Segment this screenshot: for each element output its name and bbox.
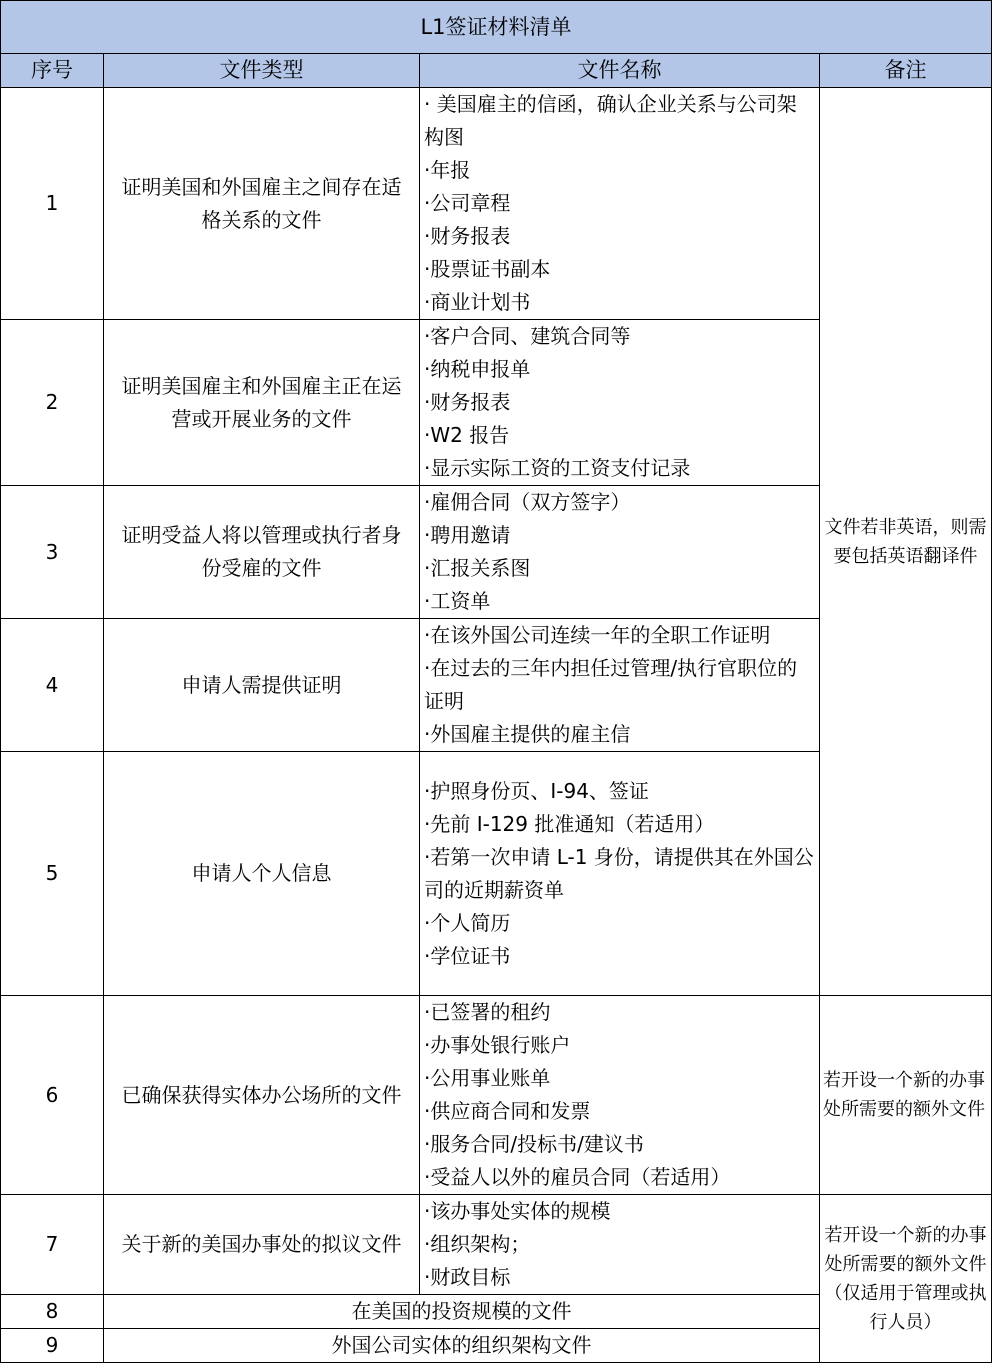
header-file-type: 文件类型 (104, 54, 420, 88)
list-item: ·W2 报告 (424, 423, 510, 447)
list-item: ·受益人以外的雇员合同（若适用） (424, 1165, 731, 1189)
file-name-list (420, 752, 820, 996)
list-item: ·在该外国公司连续一年的全职工作证明 (424, 623, 771, 647)
table-row (1, 1195, 992, 1295)
file-type: 申请人需提供证明 (104, 619, 420, 752)
list-item: ·服务合同/投标书/建议书 (424, 1132, 644, 1156)
file-type: 证明美国和外国雇主之间存在适格关系的文件 (104, 88, 420, 320)
file-type: 关于新的美国办事处的拟议文件 (104, 1195, 420, 1295)
list-item: ·财务报表 (424, 390, 511, 414)
row-number: 5 (1, 752, 104, 996)
list-item: ·股票证书副本 (424, 257, 551, 281)
file-name-list (420, 88, 820, 320)
list-item: ·护照身份页、I-94、签证 (424, 778, 649, 803)
row-number: 7 (1, 1195, 104, 1295)
header-remarks: 备注 (820, 54, 992, 88)
header-row (1, 54, 992, 88)
header-file-name: 文件名称 (420, 54, 820, 88)
list-item: · 美国雇主的信函，确认企业关系与公司架构图 (424, 92, 797, 149)
file-name-list (420, 486, 820, 619)
header-number: 序号 (1, 54, 104, 88)
list-item: ·先前 I-129 批准通知（若适用） (424, 811, 715, 836)
list-item: ·该办事处实体的规模 (424, 1199, 611, 1223)
file-type: 申请人个人信息 (104, 752, 420, 996)
row-number: 1 (1, 88, 104, 320)
list-item: ·若第一次申请 L-1 身份，请提供其在外国公司的近期薪资单 (424, 844, 814, 902)
title-row (1, 1, 992, 54)
list-item: ·聘用邀请 (424, 523, 511, 547)
list-item: ·公司章程 (424, 191, 511, 215)
file-type: 证明受益人将以管理或执行者身份受雇的文件 (104, 486, 420, 619)
list-item: ·组织架构； (424, 1232, 531, 1256)
file-type: 证明美国雇主和外国雇主正在运营或开展业务的文件 (104, 320, 420, 486)
remark-new-office: 若开设一个新的办事处所需要的额外文件 (820, 996, 992, 1195)
row-number: 4 (1, 619, 104, 752)
list-item: ·供应商合同和发票 (424, 1099, 591, 1123)
list-item: ·办事处银行账户 (424, 1033, 571, 1057)
row-number: 6 (1, 996, 104, 1195)
list-item: ·公用事业账单 (424, 1066, 551, 1090)
file-name-list (420, 996, 820, 1195)
list-item: ·个人简历 (424, 910, 511, 935)
remark-translation: 文件若非英语，则需要包括英语翻译件 (820, 88, 992, 996)
list-item: ·商业计划书 (424, 290, 531, 314)
list-item: ·学位证书 (424, 943, 511, 968)
list-item: ·年报 (424, 158, 471, 182)
list-item: ·纳税申报单 (424, 357, 531, 381)
file-type-merged: 在美国的投资规模的文件 (104, 1295, 820, 1329)
table-row (1, 88, 992, 320)
row-number: 3 (1, 486, 104, 619)
table-title: L1签证材料清单 (1, 1, 992, 54)
list-item: ·显示实际工资的工资支付记录 (424, 456, 691, 480)
file-type: 已确保获得实体办公场所的文件 (104, 996, 420, 1195)
list-item: ·外国雇主提供的雇主信 (424, 722, 631, 746)
file-name-list (420, 619, 820, 752)
list-item: ·财务报表 (424, 224, 511, 248)
list-item: ·已签署的租约 (424, 1000, 551, 1024)
file-name-list (420, 320, 820, 486)
list-item: ·财政目标 (424, 1265, 511, 1289)
file-type-merged: 外国公司实体的组织架构文件 (104, 1329, 820, 1363)
list-item: ·在过去的三年内担任过管理/执行官职位的证明 (424, 656, 798, 713)
table-row (1, 996, 992, 1195)
row-number: 2 (1, 320, 104, 486)
row-number: 8 (1, 1295, 104, 1329)
file-name-list (420, 1195, 820, 1295)
remark-new-office-management: 若开设一个新的办事处所需要的额外文件（仅适用于管理或执行人员） (820, 1195, 992, 1363)
list-item: ·客户合同、建筑合同等 (424, 324, 631, 348)
row-number: 9 (1, 1329, 104, 1363)
list-item: ·工资单 (424, 589, 491, 613)
list-item: ·汇报关系图 (424, 556, 531, 580)
list-item: ·雇佣合同（双方签字） (424, 490, 631, 514)
